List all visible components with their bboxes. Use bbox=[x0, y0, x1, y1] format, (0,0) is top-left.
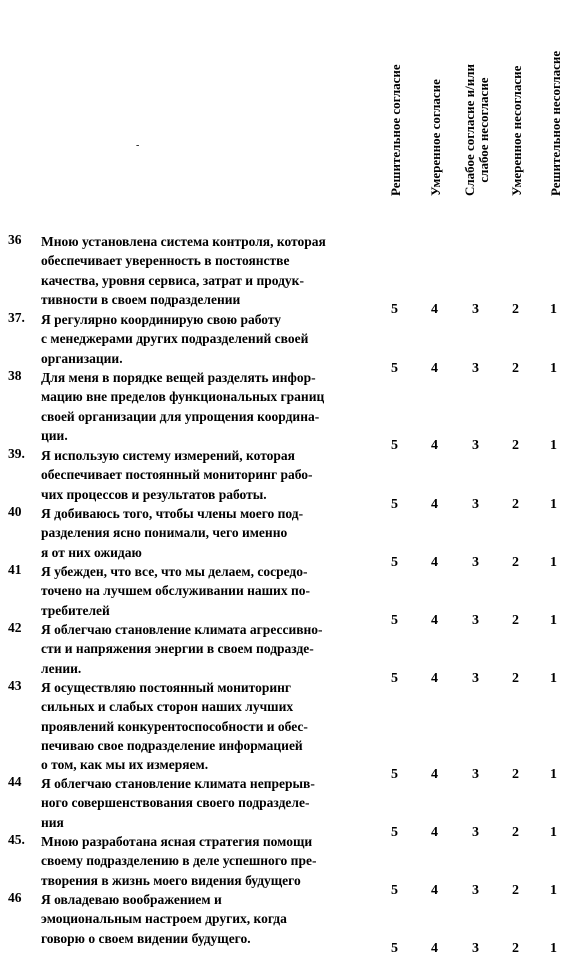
score-option[interactable]: 2 bbox=[512, 670, 519, 686]
item-number: 44 bbox=[8, 774, 22, 789]
header-label: Решительное согласие bbox=[388, 64, 403, 196]
header-strong-agree bbox=[376, 0, 416, 200]
item-text: Я использую систему измерений, которая обеспечивает постоянный мониторинг рабо- чих процессов и результатов работы. bbox=[41, 448, 313, 502]
score-option[interactable]: 3 bbox=[472, 670, 479, 686]
score-option[interactable]: 5 bbox=[391, 767, 398, 783]
item-number: 40 bbox=[8, 504, 22, 519]
header-weak-agree-disagree bbox=[457, 0, 497, 200]
item-number: 37. bbox=[8, 310, 25, 325]
header-label: Умеренное согласие bbox=[428, 79, 443, 196]
score-option[interactable]: 3 bbox=[472, 554, 479, 570]
score-option[interactable]: 3 bbox=[472, 437, 479, 453]
score-option[interactable]: 2 bbox=[512, 940, 519, 956]
item-text: Я овладеваю воображением и эмоциональным настроем других, когда говорю о своем видении будущего. bbox=[41, 892, 287, 946]
item-number: 39. bbox=[8, 446, 25, 461]
header-label-line2: слабое несогласие bbox=[476, 77, 491, 183]
score-option[interactable]: 3 bbox=[472, 767, 479, 783]
item-text: Я облегчаю становление климата непрерыв- ного совершенствования своего подразделе- ния bbox=[41, 776, 315, 830]
score-option[interactable]: 5 bbox=[391, 824, 398, 840]
score-option[interactable]: 3 bbox=[472, 612, 479, 628]
item-number: 43 bbox=[8, 678, 22, 693]
score-option[interactable]: 5 bbox=[391, 301, 398, 317]
score-option[interactable]: 4 bbox=[431, 612, 438, 628]
header-strong-disagree bbox=[536, 0, 569, 200]
item-text: Я добиваюсь того, чтобы члены моего под- разделения ясно понимали, чего именно я от них ожидаю bbox=[41, 506, 304, 560]
score-option[interactable]: 4 bbox=[431, 496, 438, 512]
score-option[interactable]: 2 bbox=[512, 882, 519, 898]
score-option[interactable]: 5 bbox=[391, 496, 398, 512]
score-option[interactable]: 4 bbox=[431, 670, 438, 686]
score-option[interactable]: 4 bbox=[431, 767, 438, 783]
score-option[interactable]: 2 bbox=[512, 767, 519, 783]
item-text: Мною установлена система контроля, которая обеспечивает уверенность в постоянстве качества, уровня сервиса, затрат и продук- тивности в своем подразделении bbox=[41, 234, 326, 307]
score-option[interactable]: 4 bbox=[431, 554, 438, 570]
header-label: Умеренное несогласие bbox=[509, 65, 524, 196]
score-option[interactable]: 1 bbox=[550, 554, 557, 570]
score-option[interactable]: 2 bbox=[512, 554, 519, 570]
item-text: Я убежден, что все, что мы делаем, сосредо- точено на лучшем обслуживании наших по- требителей bbox=[41, 564, 310, 618]
score-option[interactable]: 1 bbox=[550, 301, 557, 317]
score-option[interactable]: 1 bbox=[550, 767, 557, 783]
item-number: 45. bbox=[8, 832, 25, 847]
score-option[interactable]: 2 bbox=[512, 496, 519, 512]
score-option[interactable]: 2 bbox=[512, 360, 519, 376]
score-option[interactable]: 3 bbox=[472, 496, 479, 512]
item-text: Я осуществляю постоянный мониторинг сильных и слабых сторон наших лучших проявлений конкурентоспособности и обес- печиваю свое подразделение информацией о том, как мы их измеряем. bbox=[41, 680, 308, 773]
item-number: 38 bbox=[8, 368, 22, 383]
stray-mark: - bbox=[136, 140, 140, 151]
score-option[interactable]: 5 bbox=[391, 882, 398, 898]
score-option[interactable]: 2 bbox=[512, 612, 519, 628]
score-option[interactable]: 3 bbox=[472, 882, 479, 898]
score-option[interactable]: 1 bbox=[550, 670, 557, 686]
score-option[interactable]: 1 bbox=[550, 360, 557, 376]
header-label: Решительное несогласие bbox=[548, 50, 563, 196]
score-option[interactable]: 3 bbox=[472, 360, 479, 376]
score-option[interactable]: 4 bbox=[431, 437, 438, 453]
header-label: Слабое согласие и/или bbox=[462, 64, 477, 196]
scale-headers bbox=[0, 0, 569, 210]
score-option[interactable]: 2 bbox=[512, 301, 519, 317]
score-option[interactable]: 1 bbox=[550, 882, 557, 898]
score-option[interactable]: 5 bbox=[391, 360, 398, 376]
score-option[interactable]: 5 bbox=[391, 554, 398, 570]
score-option[interactable]: 4 bbox=[431, 824, 438, 840]
item-text: Я облегчаю становление климата агрессивно- сти и напряжения энергии в своем подразде- лении. bbox=[41, 622, 323, 676]
item-number: 36 bbox=[8, 232, 22, 247]
score-option[interactable]: 1 bbox=[550, 824, 557, 840]
score-option[interactable]: 3 bbox=[472, 824, 479, 840]
score-option[interactable]: 4 bbox=[431, 301, 438, 317]
score-option[interactable]: 5 bbox=[391, 437, 398, 453]
item-number: 42 bbox=[8, 620, 22, 635]
score-option[interactable]: 1 bbox=[550, 612, 557, 628]
score-option[interactable]: 2 bbox=[512, 437, 519, 453]
score-option[interactable]: 1 bbox=[550, 437, 557, 453]
header-moderate-agree bbox=[416, 0, 456, 200]
item-text: Я регулярно координирую свою работу с менеджерами других подразделений своей организации. bbox=[41, 312, 309, 366]
score-option[interactable]: 5 bbox=[391, 670, 398, 686]
score-option[interactable]: 5 bbox=[391, 940, 398, 956]
score-option[interactable]: 3 bbox=[472, 940, 479, 956]
header-moderate-disagree bbox=[497, 0, 537, 200]
score-option[interactable]: 5 bbox=[391, 612, 398, 628]
item-text: Мною разработана ясная стратегия помощи своему подразделению в деле успешного пре- творения в жизнь моего видения будущего bbox=[41, 834, 317, 888]
score-option[interactable]: 4 bbox=[431, 360, 438, 376]
score-option[interactable]: 2 bbox=[512, 824, 519, 840]
score-option[interactable]: 1 bbox=[550, 496, 557, 512]
item-text: Для меня в порядке вещей разделять инфор- мацию вне пределов функциональных границ своей организации для упрощения координа- ции. bbox=[41, 370, 325, 443]
item-number: 41 bbox=[8, 562, 22, 577]
score-option[interactable]: 1 bbox=[550, 940, 557, 956]
score-option[interactable]: 4 bbox=[431, 940, 438, 956]
item-number: 46 bbox=[8, 890, 22, 905]
score-option[interactable]: 4 bbox=[431, 882, 438, 898]
score-option[interactable]: 3 bbox=[472, 301, 479, 317]
